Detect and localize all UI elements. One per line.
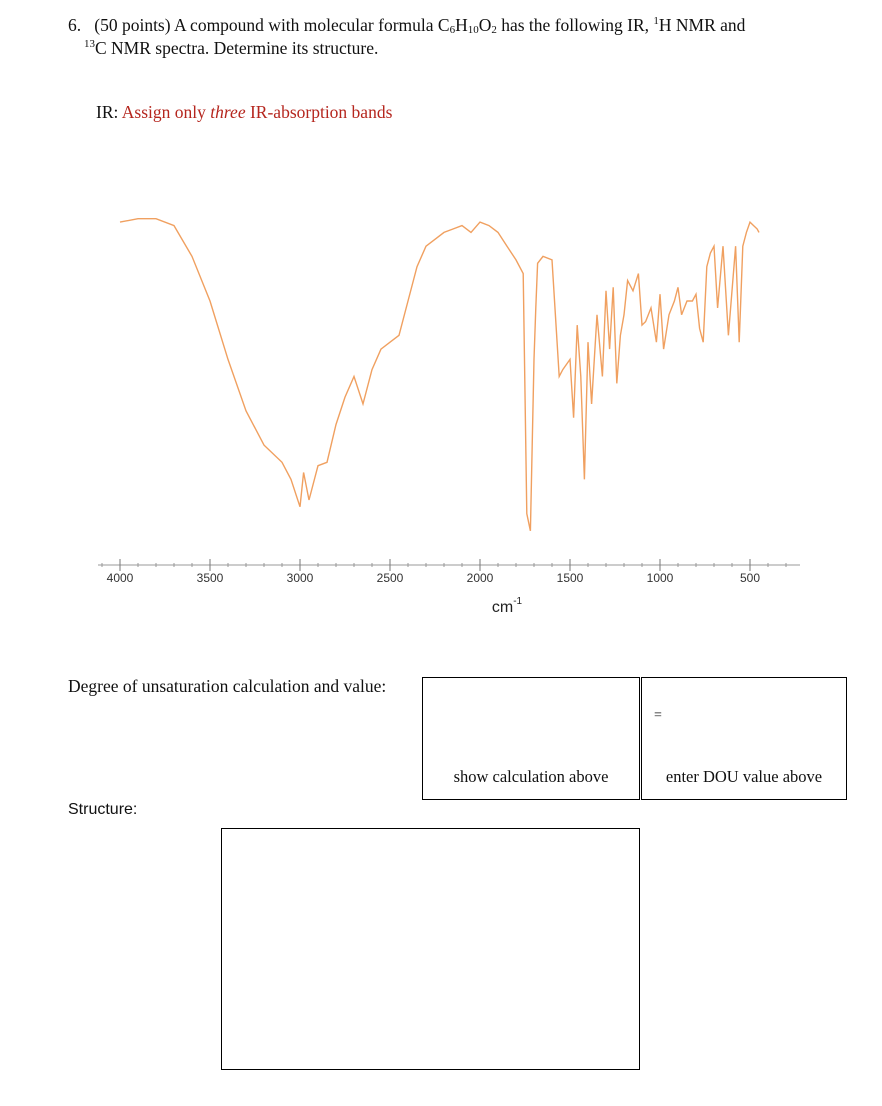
dou-value-box[interactable] bbox=[641, 677, 847, 800]
ir-label: IR: bbox=[96, 102, 119, 122]
carbon-count: 6 bbox=[449, 24, 456, 36]
dou-value-hint: enter DOU value above bbox=[665, 767, 823, 786]
x-axis-tick-label: 3500 bbox=[196, 571, 224, 585]
x-axis-tick-label: 4000 bbox=[106, 571, 134, 585]
structure-label: Structure: bbox=[68, 801, 138, 818]
question-text-a: A compound with molecular formula C bbox=[174, 15, 450, 35]
x-axis-tick-label: 3000 bbox=[286, 571, 314, 585]
question-text-e: H NMR and bbox=[658, 15, 746, 35]
h-nmr-superscript: 1 bbox=[653, 15, 659, 27]
c-nmr-superscript: 13 bbox=[84, 38, 95, 50]
x-axis-tick-label: 500 bbox=[739, 571, 761, 585]
question-text-f: C NMR spectra. Determine its structure. bbox=[95, 38, 379, 58]
ir-spectrum-trace bbox=[120, 219, 759, 531]
x-axis-tick-label: 1000 bbox=[646, 571, 674, 585]
ir-instruction-emphasis: three bbox=[210, 102, 246, 122]
x-axis-tick-label: 2500 bbox=[376, 571, 404, 585]
dou-calculation-hint: show calculation above bbox=[453, 767, 609, 786]
x-axis-unit-label bbox=[492, 596, 523, 616]
hydrogen-count: 10 bbox=[467, 24, 479, 36]
dou-calculation-box[interactable] bbox=[422, 677, 640, 800]
equals-sign: = bbox=[654, 708, 662, 723]
dou-label: Degree of unsaturation calculation and value: bbox=[68, 676, 387, 696]
question-text-c: O bbox=[478, 15, 492, 35]
ir-x-axis bbox=[98, 559, 800, 585]
question-points: (50 points) bbox=[94, 15, 171, 35]
question-text-b: H bbox=[455, 15, 468, 35]
ir-instruction-a: Assign only bbox=[121, 102, 211, 122]
x-axis-tick-label: 1500 bbox=[556, 571, 584, 585]
x-axis-unit: cm bbox=[491, 599, 514, 616]
ir-instruction-b: IR-absorption bands bbox=[245, 102, 393, 122]
x-axis-tick-label: 2000 bbox=[466, 571, 494, 585]
oxygen-count: 2 bbox=[491, 24, 497, 36]
x-axis-unit-exponent: -1 bbox=[513, 596, 523, 607]
structure-answer-box[interactable] bbox=[221, 828, 640, 1070]
question-number: 6. bbox=[68, 15, 82, 35]
question-text-d: has the following IR, bbox=[496, 15, 654, 35]
